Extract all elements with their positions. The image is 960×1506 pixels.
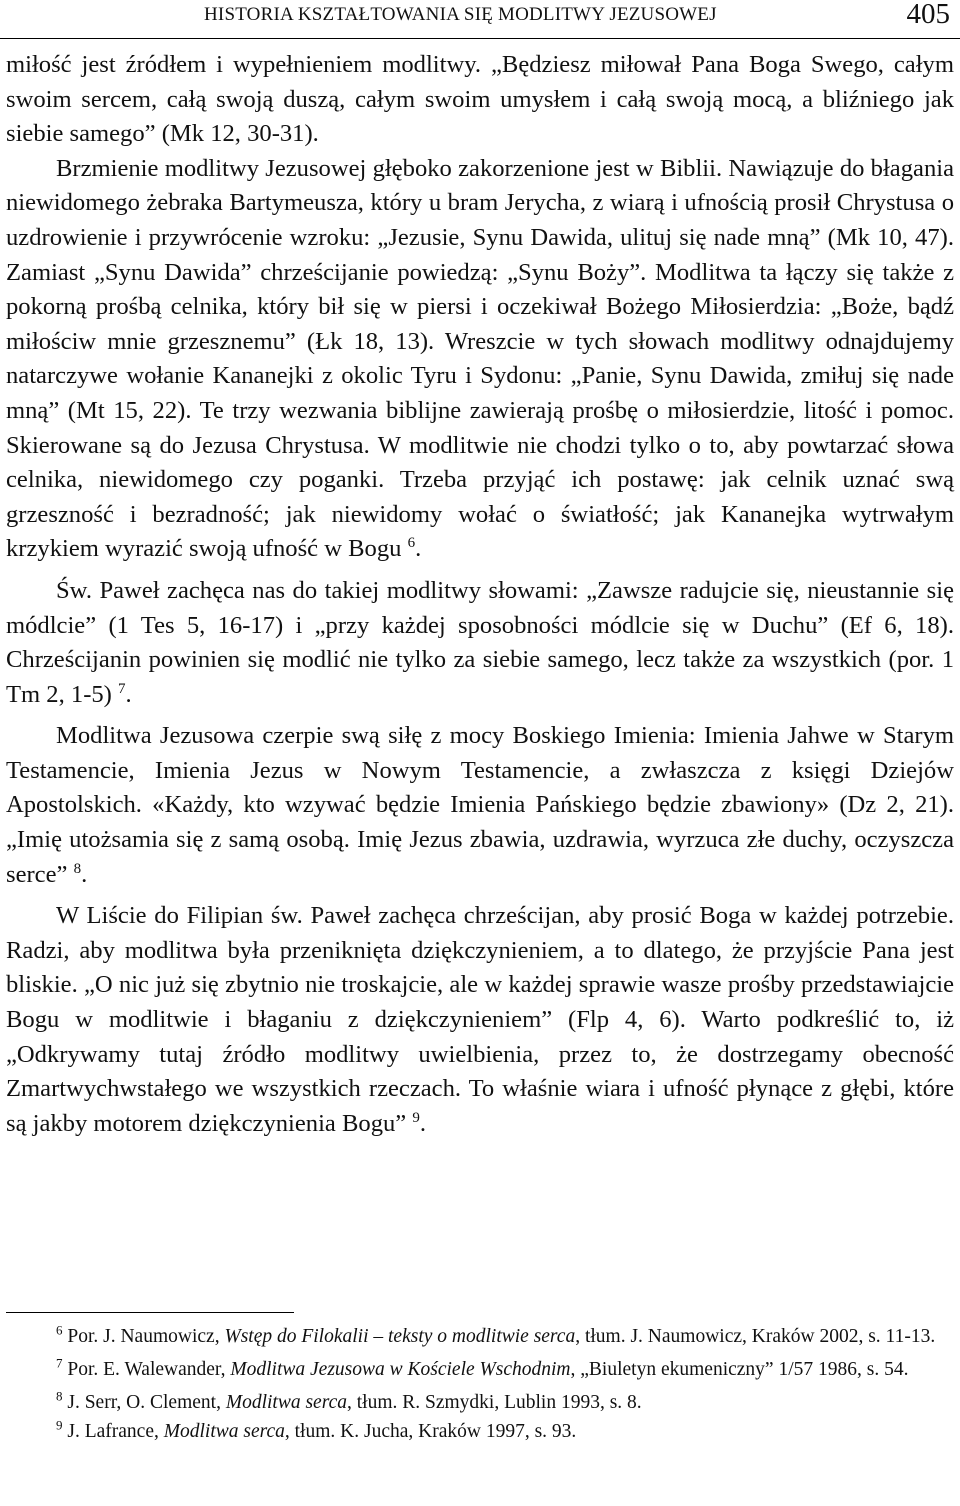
footnote-number: 9	[56, 1417, 63, 1433]
footnote-text: , „Biuletyn ekumeniczny” 1/57 1986, s. 54.	[570, 1359, 909, 1380]
header-rule	[0, 38, 960, 39]
page-number: 405	[906, 0, 950, 30]
footnote-number: 6	[56, 1322, 63, 1338]
paragraph-tail: .	[125, 680, 132, 708]
footnote-6	[6, 1322, 954, 1351]
footnote-9	[6, 1417, 954, 1446]
footnote-7	[6, 1355, 954, 1384]
footnote-text: , tłum. J. Naumowicz, Kraków 2002, s. 11-13.	[575, 1326, 936, 1347]
running-header	[0, 0, 960, 42]
paragraph-5	[6, 899, 954, 1141]
body-text	[6, 48, 954, 1141]
running-title: HISTORIA KSZTAŁTOWANIA SIĘ MODLITWY JEZUSOWEJ	[204, 4, 717, 25]
footnote-text: Por. J. Naumowicz,	[67, 1326, 225, 1347]
footnote-text: , tłum. K. Jucha, Kraków 1997, s. 93.	[284, 1421, 577, 1442]
footnote-8	[6, 1388, 954, 1417]
paragraph-4	[6, 719, 954, 892]
footnote-title: Modlitwa serca	[225, 1392, 347, 1413]
paragraph-text: miłość jest źródłem i wypełnieniem modlitwy. „Będziesz miłował Pana Boga Swego, całym swoim sercem, całą swoją duszą, całym swoim umysłem i całą swoją mocą, a bliźniego jak siebie samego” (Mk 12, 30-31).	[6, 51, 954, 148]
footnote-number: 8	[56, 1388, 63, 1404]
footnote-title: Modlitwa serca	[163, 1421, 285, 1442]
paragraph-text: Brzmienie modlitwy Jezusowej głęboko zakorzenione jest w Biblii. Nawiązuje do błagania niewidomego żebraka Bartymeusza, który u bram Jerycha, z wiarą i ufnością prosił Chrystusa o uzdrowienie i przywrócenie wzroku: „Jezusie, Synu Dawida, ulituj się nade mną” (Mk 10, 47). Zamiast „Synu Dawida” chrześcijanie powiedzą: „Synu Boży”. Modlitwa ta łączy się także z pokorną prośbą celnika, który bił się w piersi i oczekiwał Bożego Miłosierdzia: „Boże, bądź miłościw mnie grzesznemu” (Łk 18, 13). Wreszcie w tych słowach modlitwy odnajdujemy natarczywe wołanie Kananejki z okolic Tyru i Sydonu: „Panie, Synu Dawida, zmiłuj się nade mną” (Mt 15, 22). Te trzy wezwania biblijne zawierają prośbę o miłosierdzie, litość i pomoc. Skierowane są do Jezusa Chrystusa. W modlitwie nie chodzi tylko o to, aby powtarzać słowa celnika, niewidomego czy poganki. Trzeba przyjąć ich postawę: jak celnik uznać swą grzeszność i bezradność; jak niewidomy wołać o światłość; jak Kananejka wytrwałym krzykiem wyrazić swoją ufność w Bogu	[6, 154, 954, 563]
footnote-title: Modlitwa Jezusowa w Kościele Wschodnim	[230, 1359, 571, 1380]
footnote-text: , tłum. R. Szmydki, Lublin 1993, s. 8.	[346, 1392, 642, 1413]
footnotes	[6, 1322, 954, 1446]
paragraph-2	[6, 152, 954, 567]
footnote-title: Wstęp do Filokalii – teksty o modlitwie serca	[224, 1326, 576, 1347]
footnote-ref: 8	[73, 860, 82, 877]
paragraph-3	[6, 574, 954, 712]
footnote-ref: 9	[412, 1109, 420, 1126]
paragraph-1	[6, 48, 954, 152]
footnote-rule	[6, 1312, 294, 1313]
footnote-ref: 7	[118, 680, 126, 697]
paragraph-text: W Liście do Filipian św. Paweł zachęca chrześcijan, aby prosić Boga w każdej potrzebie. Radzi, aby modlitwa była przeniknięta dziękczynieniem, a to dlatego, że przyjście Pana jest bliskie. „O nic już się zbytnio nie troskajcie, ale w każdej sprawie wasze prośby przedstawiajcie Bogu w modlitwie i błaganiu z dziękczynieniem” (Flp 4, 6). Warto podkreślić to, iż „Odkrywamy tutaj źródło modlitwy uwielbienia, przez to, że dostrzegamy obecność Zmartwychwstałego we wszystkich rzeczach. To właśnie wiara i ufność płynące z głębi, które są jakby motorem dziękczynienia Bogu”	[6, 902, 954, 1137]
paragraph-text: Św. Paweł zachęca nas do takiej modlitwy słowami: „Zawsze radujcie się, nieustannie się módlcie” (1 Tes 5, 16-17) i „przy każdej sposobności módlcie się w Duchu” (Ef 6, 18). Chrześcijanin powinien się modlić nie tylko za siebie samego, lecz także za wszystkich (por. 1 Tm 2, 1-5)	[6, 576, 954, 708]
footnote-text: Por. E. Walewander,	[67, 1359, 231, 1380]
paragraph-tail: .	[81, 860, 88, 888]
footnote-ref: 6	[407, 535, 416, 552]
footnote-text: J. Serr, O. Clement,	[67, 1392, 226, 1413]
paragraph-tail: .	[415, 535, 422, 563]
footnote-text: J. Lafrance,	[67, 1421, 164, 1442]
paragraph-text: Modlitwa Jezusowa czerpie swą siłę z mocy Boskiego Imienia: Imienia Jahwe w Starym Testamencie, Imienia Jezus w Nowym Testamencie, a zwłaszcza z księgi Dziejów Apostolskich. «Każdy, kto wzywać będzie Imienia Pańskiego będzie zbawiony» (Dz 2, 21). „Imię utożsamia się z samą osobą. Imię Jezus zbawia, uzdrawia, wyrzuca złe duchy, oczyszcza serce”	[6, 722, 954, 888]
paragraph-tail: .	[419, 1109, 427, 1137]
footnote-number: 7	[56, 1355, 63, 1371]
